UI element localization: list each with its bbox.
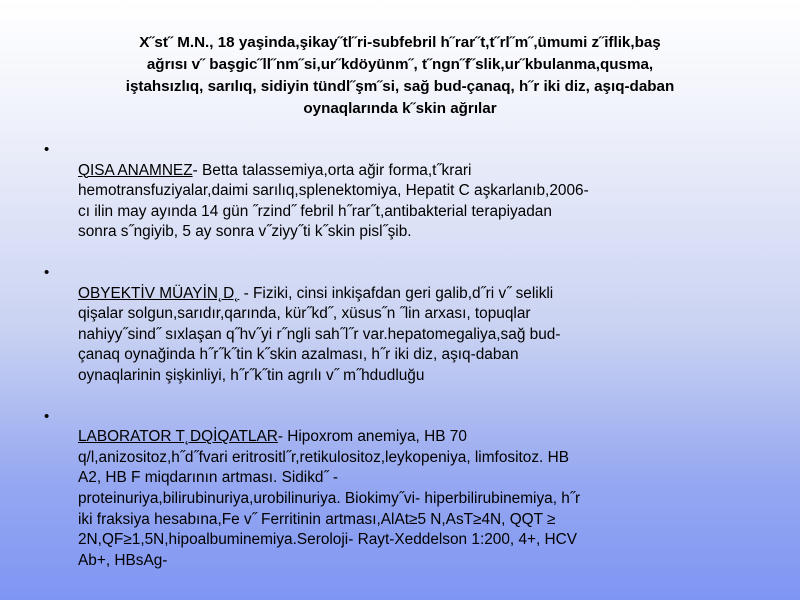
slide-title: X˝st˝ M.N., 18 yaşinda,şikay˝tl˝ri-subfebril h˝rar˝t,t˝rl˝m˝,ümumi z˝iflik,baş ağrısı v˝ başgic˝ll˝nm˝si,ur˝kdöyünm˝, t˝ngn˝f˝slik,ur˝kbulanma,qusma, iştahsızlıq, sarılıq, sidiyin tündl˝şm˝si, sağ bud-çanaq, h˝r iki diz, aşıq-daban oynaqlarında k˝skin ağrılar [125, 34, 675, 117]
list-item-anamnesis [40, 140, 765, 243]
bullet-icon: • [44, 141, 50, 158]
list-item-laboratory [40, 407, 765, 572]
findings-list [40, 140, 765, 571]
bullet-icon: • [44, 263, 50, 281]
laboratory-heading: LABORATOR T˛DQİQATLAR [78, 428, 278, 446]
list-item-examination [40, 263, 765, 387]
examination-text: - Fiziki, cinsi inkişafdan geri galib,d˝ri v˝ selikli qişalar solgun,sarıdır,qarında, kür˝kd˝, xüsus˝n ˝lin arxası, topuqlar nahiyy˝sind˝ sıxlaşan q˝hv˝yi r˝ngli sah˝l˝r var.hepatomegaliya,sağ bud- çanaq oynağinda h˝r˝k˝tin k˝skin azalması, h˝r iki diz, aşıq-daban oynaqlarinin şişkinliyi, h˝r˝k˝tin agrılı v˝ m˝hdudluğu [78, 284, 561, 384]
anamnesis-heading: QISA ANAMNEZ [78, 161, 193, 179]
laboratory-text: - Hipoxrom anemiya, HB 70 q/l,anizositoz,h˝d˝fvari eritrositl˝r,retikulositoz,leykopeniya, limfositoz. HB A2, HB F miqdarının artması. Sidikd˝ - proteinuriya,bilirubinuriya,urobilinuriya. Biokimy˝vi- hiperbilirubinemiya, h˝r iki fraksiya hesabına,Fe v˝ Ferritinin artması,AlAt≥5 N,AsT≥4N, QQT ≥ 2N,QF≥1,5N,hipoalbuminemiya.Seroloji- Rayt-Xeddelson 1:200, 4+, HCV Ab+, HBsAg- [78, 428, 581, 569]
anamnesis-text: - Betta talassemiya,orta ağir forma,t˝krari hemotransfuziyalar,daimi sarılıq,splenektomiya, Hepatit C aşkarlanıb,2006- cı ilin may ayında 14 gün ˝rzind˝ febril h˝rar˝t,antibakterial terapiyadan sonra s˝ngiyib, 5 ay sonra v˝ziyy˝ti k˝skin pisl˝şib. [78, 161, 589, 241]
bullet-icon: • [44, 407, 50, 425]
examination-heading: OBYEKTİV MÜAYİN˛D˛ [78, 284, 240, 302]
